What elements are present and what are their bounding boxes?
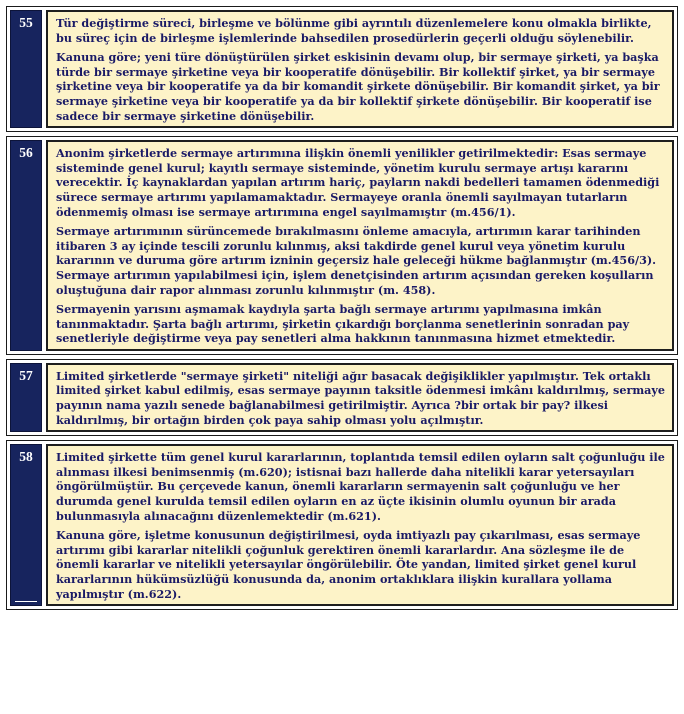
divider: [15, 601, 37, 602]
item-text-box: [46, 363, 674, 432]
item-paragraph: Tür değiştirme süreci, birleşme ve bölünme gibi ayrıntılı düzenlemelere konu olmakla birlikte, bu süreç için de birleşme işlemlerinde bahsedilen prosedürlerin geçerli olduğu söylenebilir.: [56, 16, 652, 45]
item-paragraph: Limited şirkette tüm genel kurul kararlarının, toplantıda temsil edilen oyların salt çoğunluğu ile alınması ilkesi benimsenmiş (m.620); istisnai bazı hallerde daha nitelikli karar yetersayıları öngörülmüştür. Bu çerçevede kanun, önemli kararların sermayenin salt çoğunluğu ve her durumda genel kurulda temsil edilen oyların en az üçte ikisinin olumlu oyunun bir arada bulunmasıyla alınacağını düzenlemektedir (m.621).: [56, 450, 665, 523]
item-number: 56: [19, 145, 33, 161]
item-paragraph: Anonim şirketlerde sermaye artırımına ilişkin önemli yenilikler getirilmektedir: Esas sermaye sisteminde genel kurul; kayıtlı sermaye sisteminde, yönetim kurulu sermaye artışı kararını verecektir. İç kaynaklardan yapılan artırım hariç, payların nakdi bedelleri tamamen ödenmediği sürece sermaye artırımı yapılamamaktadır. Sermayeye oranla önemli sayılmayan tutarların ödenmemiş olması ise sermaye artırımına engel sayılmamıştır (m.456/1).: [56, 146, 660, 219]
item-text-box: [46, 10, 674, 128]
item-row: [6, 136, 678, 355]
item-text-box: [46, 444, 674, 606]
item-paragraph: Sermayenin yarısını aşmamak kaydıyla şarta bağlı sermaye artırımı yapılmasına imkân tanınmaktadır. Şarta bağlı artırımı, şirketin çıkardığı borçlanma senetlerinin sonradan pay senetleriyle değiştirme veya pay senetleri alma hakkının tanınmasına hizmet etmektedir.: [56, 302, 630, 346]
item-text-box: [46, 140, 674, 351]
item-row: [6, 440, 678, 610]
item-number-cell: [10, 363, 42, 432]
item-number-cell: [10, 444, 42, 606]
items-table: [6, 6, 678, 614]
item-row: [6, 359, 678, 436]
item-number: 58: [19, 449, 33, 465]
item-number: 57: [19, 367, 33, 383]
item-paragraph: Kanuna göre, işletme konusunun değiştirilmesi, oyda imtiyazlı pay çıkarılması, esas sermaye artırımı gibi kararlar nitelikli çoğunluk gerektiren önemli kararlardır. Ana sözleşme ile de önemli kararlar ve nitelikli yetersayılar öngörülebilir. Öte yandan, limited şirket genel kurul kararlarının hükümsüzlüğü konusunda da, anonim ortaklıklara ilişkin kurallara yollama yapılmıştır (m.622).: [56, 528, 641, 601]
item-number-cell: [10, 10, 42, 128]
item-paragraph: Limited şirketlerde "sermaye şirketi" niteliği ağır basacak değişiklikler yapılmıştır. Tek ortaklı limited şirket kabul edilmiş, esas sermaye payının taksitle ödenmesi imkânı kaldırılmış, sermaye payının nama yazılı senede bağlanabilmesi getirilmiştir. Ayrıca ?bir ortak bir pay? ilkesi kaldırılmış, bir ortağın birden çok paya sahip olması yolu açılmıştır.: [56, 368, 666, 427]
item-paragraph: Kanuna göre; yeni türe dönüştürülen şirket eskisinin devamı olup, bir sermaye şirketi, ya başka türde bir sermaye şirketine veya bir kooperatife dönüşebilir. Bir kollektif şirket, ya bir sermaye şirketine veya bir kooperatife ya da bir komandit şirkete dönüşebilir. Bir komandit şirket, ya bir sermaye şirketine veya bir kooperatife ya da bir kollektif şirkete dönüşebilir. Bir kooperatif ise sadece bir sermaye şirketine dönüşebilir.: [56, 50, 660, 123]
item-paragraph: Sermaye artırımının sürüncemede bırakılmasını önleme amacıyla, artırımın karar tarihinden itibaren 3 ay içinde tescili zorunlu kılınmış, aksi takdirde genel kurul veya yönetim kurulu kararının ve duruma göre artırım izninin geçersiz hale geleceği hükme bağlanmıştır (m.456/3). Sermaye artırımın yapılabilmesi için, işlem denetçisinden artırım açısından gereken koşulların oluştuğuna dair rapor alınması zorunlu kılınmıştır (m. 458).: [56, 224, 657, 297]
item-number-cell: [10, 140, 42, 351]
item-number: 55: [19, 15, 33, 30]
item-row: [6, 6, 678, 132]
